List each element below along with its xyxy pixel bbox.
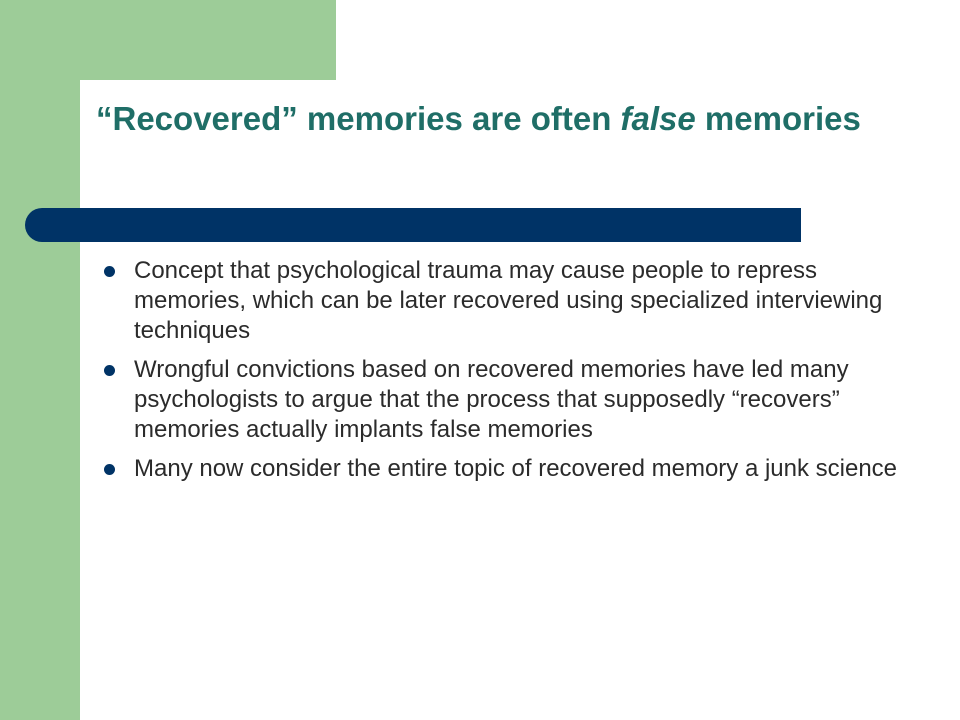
bullet-text: Many now consider the entire topic of recovered memory a junk science [134,455,898,482]
title-emphasis: false [620,100,696,137]
title-text-part2: memories [695,100,861,137]
bullet-dot-icon [104,365,115,376]
title-divider-bar [25,208,801,242]
bullet-dot-icon [104,464,115,475]
bullet-text: Concept that psychological trauma may cause people to repress memories, which can be later recovered using specialized interviewing techniques [134,257,883,344]
left-accent-panel [0,0,80,720]
bullet-text: Wrongful convictions based on recovered memories have led many psychologists to argue that the process that supposedly “recovers” memories actually implants false memories [134,356,849,443]
title-text-part1: “Recovered” memories are often [96,100,621,137]
bullet-dot-icon [104,266,115,277]
bullet-item [100,454,900,484]
bullet-item [100,355,900,445]
bullet-item [100,256,900,346]
slide-title [96,98,916,140]
top-accent-block [80,0,336,80]
bullet-list [100,256,900,493]
